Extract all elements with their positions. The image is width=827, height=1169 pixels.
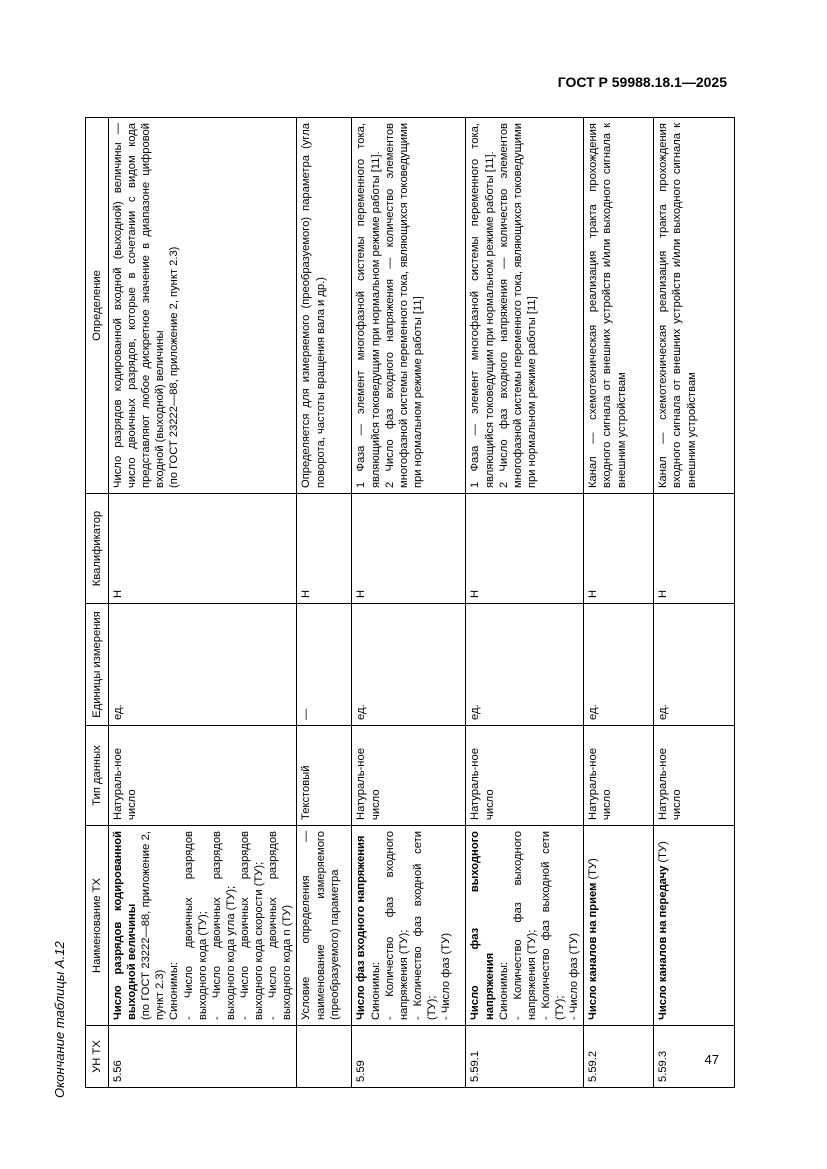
cell-definition (297, 118, 352, 494)
cell-definition (584, 118, 654, 494)
cell-unit: ед. (654, 604, 735, 726)
definition-line: (по ГОСТ 23222—88, приложение 2, пункт 2.3) (168, 246, 181, 488)
cell-code: 5.56 (109, 1026, 297, 1088)
cell-type: Текстовый (297, 726, 352, 826)
name-line: - Число двоичных разрядов выходного кода (ТУ); (182, 831, 209, 1020)
cell-name (297, 826, 352, 1026)
cell-qualifier: Н (584, 494, 654, 604)
page-number: 47 (704, 1052, 719, 1067)
cell-code: 5.59.2 (584, 1026, 654, 1088)
cell-unit: ед. (466, 604, 584, 726)
table-row (297, 118, 352, 1088)
name-line: - Число двоичных разрядов выходного кода угла (ТУ); (210, 831, 237, 1020)
name-line: - Число фаз (ТУ) (568, 932, 581, 1020)
cell-unit: ед. (109, 604, 297, 726)
cell-qualifier: Н (297, 494, 352, 604)
col-header-code: УН ТХ (86, 1026, 109, 1088)
cell-definition (109, 118, 297, 494)
name-line: (по ГОСТ 23222—88, приложение 2, пункт 2.3) (140, 831, 167, 1020)
cell-type: Натураль-ное число (654, 726, 735, 826)
table-row (466, 118, 584, 1088)
cell-type: Натураль-ное число (352, 726, 466, 826)
name-suffix: (ТУ) (657, 841, 670, 866)
name-line: - Число двоичных разрядов выходного кода скорости (ТУ); (238, 831, 266, 1020)
cell-name (352, 826, 466, 1026)
name-line: - Число двоичных разрядов выходного кода n (ТУ) (267, 831, 294, 1020)
cell-type: Натураль-ное число (466, 726, 584, 826)
cell-type: Натураль-ное число (109, 726, 297, 826)
name-line: - Количество фаз входного напряжения (ТУ); (383, 831, 410, 1020)
col-header-definition: Определение (86, 118, 109, 494)
definition-line: 2 Число фаз входного напряжения — количество элементов многофазной системы переменного тока, являющихся токоведущими при нормальном режиме работы [11] (383, 123, 424, 488)
name-suffix: (ТУ) (587, 858, 600, 883)
definition-line: Канал — схемотехническая реализация тракта прохождения входного сигнала от внешних устройств и/или выходного сигнала к внешним устройствам (657, 123, 698, 488)
definition-line: 2 Число фаз входного напряжения — количество элементов многофазной системы переменного тока, являющихся токоведущими при нормальном режиме работы [11] (497, 123, 538, 488)
cell-definition (352, 118, 466, 494)
characteristic-name: Число фаз выходного напряжения (469, 831, 496, 1020)
definition-line: 1 Фаза — элемент многофазной системы переменного тока, являющийся токоведущим при нормальном режиме работы [11]. (355, 123, 382, 488)
rotated-table-container (85, 118, 735, 1088)
cell-code: 5.59.1 (466, 1026, 584, 1088)
cell-qualifier: Н (109, 494, 297, 604)
name-line: Синонимы: (168, 962, 181, 1020)
cell-code: 5.59 (352, 1026, 466, 1088)
cell-name (466, 826, 584, 1026)
characteristic-name: Число каналов на передачу (657, 865, 670, 1020)
cell-unit: ед. (352, 604, 466, 726)
table-row (109, 118, 297, 1088)
cell-code: 5.59.3 (654, 1026, 735, 1088)
cell-name (584, 826, 654, 1026)
characteristic-name: Число разрядов кодированной выходной величины (112, 831, 139, 1020)
characteristics-table (85, 117, 735, 1088)
cell-name (109, 826, 297, 1026)
table-row (584, 118, 654, 1088)
name-line: - Количество фаз выходного напряжения (ТУ); (511, 831, 538, 1020)
table-caption: Окончание таблицы А.12 (52, 941, 67, 1098)
table-row (352, 118, 466, 1088)
cell-definition (466, 118, 584, 494)
cell-qualifier: Н (352, 494, 466, 604)
cell-unit: — (297, 604, 352, 726)
col-header-qualifier: Квалификатор (86, 494, 109, 604)
definition-line: Определяется для измеряемого (преобразуемого) параметра (угла поворота, частоты вращения вала и др.) (300, 123, 327, 488)
name-line: - Количество фаз входной сети (ТУ); (411, 831, 438, 1020)
cell-unit: ед. (584, 604, 654, 726)
name-line: Синонимы: (369, 962, 382, 1020)
characteristic-name: Число каналов на прием (587, 882, 600, 1020)
cell-qualifier: Н (654, 494, 735, 604)
cell-name (654, 826, 735, 1026)
cell-code (297, 1026, 352, 1088)
cell-definition (654, 118, 735, 494)
name-line: Синонимы: (497, 962, 510, 1020)
cell-type: Натураль-ное число (584, 726, 654, 826)
definition-line: Число разрядов кодированной входной (выходной) величины — число двоичных разрядов, которые в сочетании с видом кода представляют любое дискретное значение в диапазоне цифровой входной (выходной) величины (112, 123, 167, 488)
col-header-type: Тип данных (86, 726, 109, 826)
name-line: - Количество фаз выходной сети (ТУ); (539, 831, 567, 1020)
characteristic-name: Число фаз входного напряжения (355, 835, 368, 1020)
document-code: ГОСТ Р 59988.18.1—2025 (557, 74, 727, 90)
col-header-name: Наименование ТХ (86, 826, 109, 1026)
table-header-row (86, 118, 109, 1088)
name-line: Условие определения — наименование измеряемого (преобразуемого) параметра (300, 831, 341, 1020)
cell-qualifier: Н (466, 494, 584, 604)
definition-line: Канал — схемотехническая реализация тракта прохождения входного сигнала от внешних устройств и/или выходного сигнала к внешним устройствам (587, 123, 628, 488)
name-line: - Число фаз (ТУ) (440, 932, 453, 1020)
table-row (654, 118, 735, 1088)
definition-line: 1 Фаза — элемент многофазной системы переменного тока, являющийся токоведущим при нормальном режиме работы [11]. (469, 123, 496, 488)
col-header-unit: Единицы измерения (86, 604, 109, 726)
